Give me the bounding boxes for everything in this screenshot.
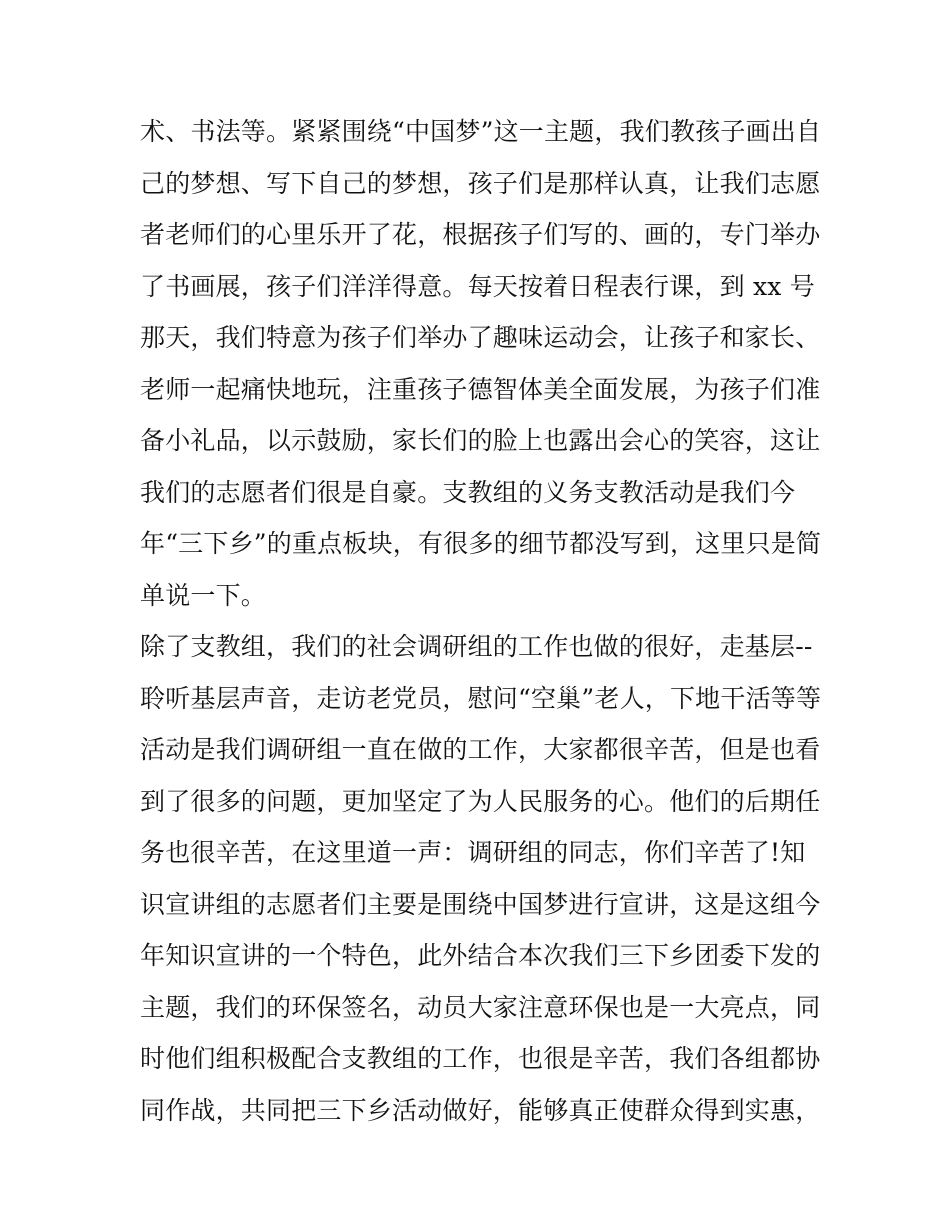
text-line: 到了很多的问题，更加坚定了为人民服务的心。他们的后期任 (140, 786, 821, 816)
body-text (140, 106, 820, 1136)
text-line: 术、书法等。紧紧围绕“中国梦”这一主题，我们教孩子画出自 (140, 117, 822, 146)
text-line: 年“三下乡”的重点板块，有很多的细节都没写到，这里只是简 (140, 529, 822, 558)
text-line: 者老师们的心里乐开了花，根据孩子们写的、画的，专门举办 (140, 220, 821, 249)
text-line: 除了支教组，我们的社会调研组的工作也做的很好，走基层-- (140, 632, 813, 661)
text-line: 同作战，共同把三下乡活动做好，能够真正使群众得到实惠， (140, 1095, 821, 1125)
text-line: 备小礼品，以示鼓励，家长们的脸上也露出会心的笑容，这让 (140, 426, 821, 455)
text-line: 了书画展，孩子们洋洋得意。每天按着日程表行课，到 xx 号 (140, 271, 815, 301)
text-line: 那天，我们特意为孩子们举办了趣味运动会，让孩子和家长、 (140, 323, 821, 352)
text-line: 务也很辛苦，在这里道一声：调研组的同志，你们辛苦了!知 (140, 838, 806, 867)
text-line: 单说一下。 (140, 580, 267, 610)
text-line: 年知识宣讲的一个特色，此外结合本次我们三下乡团委下发的 (140, 941, 821, 970)
text-line: 老师一起痛快地玩，注重孩子德智体美全面发展，为孩子们准 (140, 374, 821, 404)
text-line: 时他们组积极配合支教组的工作，也很是辛苦，我们各组都协 (140, 1044, 821, 1073)
text-line: 识宣讲组的志愿者们主要是围绕中国梦进行宣讲，这是这组今 (140, 889, 821, 919)
text-line: 我们的志愿者们很是自豪。支教组的义务支教活动是我们今 (140, 477, 796, 507)
text-line: 聆听基层声音，走访老党员，慰问“空巢”老人，下地干活等等 (140, 683, 822, 713)
text-line: 活动是我们调研组一直在做的工作，大家都很辛苦，但是也看 (140, 735, 821, 764)
text-line: 主题，我们的环保签名，动员大家注意环保也是一大亮点，同 (140, 992, 821, 1022)
text-line: 己的梦想、写下自己的梦想，孩子们是那样认真，让我们志愿 (140, 168, 821, 198)
